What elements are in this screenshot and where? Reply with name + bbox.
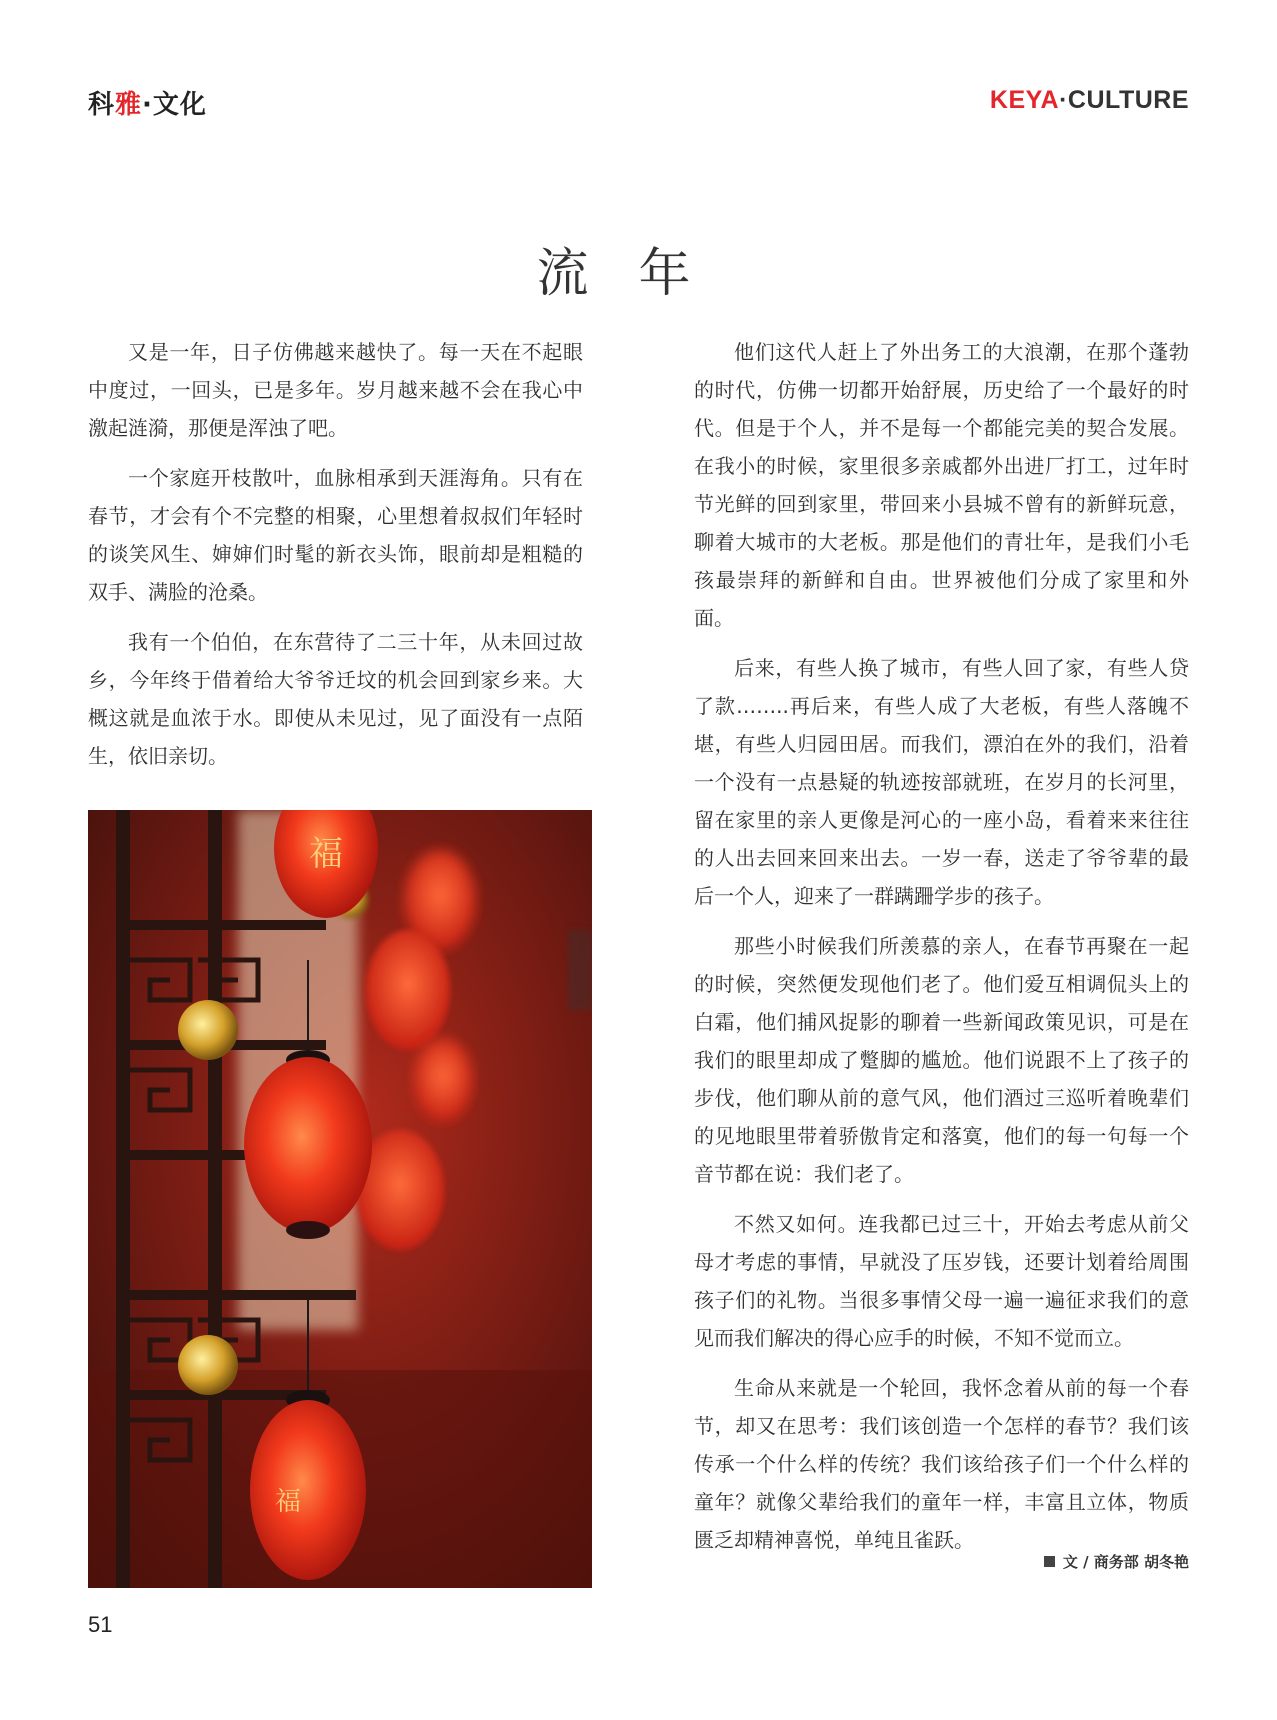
brand-char-1: 科 — [88, 90, 116, 120]
paragraph: 我有一个伯伯，在东营待了二三十年，从未回过故乡，今年终于借着给大爷爷迁坟的机会回到家乡来。大概这就是血浓于水。即使从未见过，见了面没有一点陌生，依旧亲切。 — [88, 630, 583, 768]
lantern-char: 福 — [309, 834, 343, 874]
brand-en: KEYA — [989, 86, 1060, 114]
paragraph: 一个家庭开枝散叶，血脉相承到天涯海角。只有在春节，才会有个不完整的相聚，心里想着叔叔们年轻时的谈笑风生、婶婶们时髦的新衣头饰，眼前却是粗糙的双手、满脸的沧桑。 — [88, 466, 583, 604]
gold-ornament — [178, 1000, 238, 1060]
magazine-section-header-en — [990, 86, 1189, 115]
lantern — [244, 1057, 372, 1233]
magazine-section-header — [88, 84, 207, 121]
left-column — [88, 333, 583, 787]
paragraph: 那些小时候我们所羡慕的亲人，在春节再聚在一起的时候，突然便发现他们老了。他们爱互相调侃头上的白霜，他们捕风捉影的聊着一些新闻政策见识，可是在我们的眼里却成了蹩脚的尴尬。他们说跟不上了孩子的步伐，他们聊从前的意气风，他们酒过三巡听着晚辈们的见地眼里带着骄傲肯定和落寞，他们的每一句每一个音节都在说：我们老了。 — [694, 934, 1189, 1186]
paragraph: 又是一年，日子仿佛越来越快了。每一天在不起眼中度过，一回头，已是多年。岁月越来越不会在我心中激起涟漪，那便是浑浊了吧。 — [88, 340, 583, 440]
gold-ornament — [178, 1335, 238, 1395]
paragraph: 生命从来就是一个轮回，我怀念着从前的每一个春节，却又在思考：我们该创造一个怎样的春节？我们该传承一个什么样的传统？我们该给孩子们一个什么样的童年？就像父辈给我们的童年一样，丰富且立体，物质匮乏却精神喜悦，单纯且雀跃。 — [694, 1376, 1189, 1552]
square-bullet-icon — [1044, 1556, 1055, 1567]
brand-char-2: 雅 — [115, 90, 143, 120]
section-name: ·文化 — [142, 90, 207, 120]
article-title: 流年 — [536, 243, 741, 304]
lantern-illustration — [88, 810, 592, 1588]
paragraph: 后来，有些人换了城市，有些人回了家，有些人贷了款……..再后来，有些人成了大老板，有些人落魄不堪，有些人归园田居。而我们，漂泊在外的我们，沿着一个没有一点悬疑的轨迹按部就班，在岁月的长河里，留在家里的亲人更像是河心的一座小岛，看着来来往往的人出去回来回来出去。一岁一春，送走了爷爷辈的最后一个人，迎来了一群蹒跚学步的孩子。 — [694, 656, 1189, 908]
paragraph: 他们这代人赶上了外出务工的大浪潮，在那个蓬勃的时代，仿佛一切都开始舒展，历史给了一个最好的时代。但是于个人，并不是每一个都能完美的契合发展。在我小的时候，家里很多亲戚都外出进厂打工，过年时节光鲜的回到家里，带回来小县城不曾有的新鲜玩意，聊着大城市的大老板。那是他们的青壮年，是我们小毛孩最崇拜的新鲜和自由。世界被他们分成了家里和外面。 — [694, 340, 1189, 630]
page-number: 51 — [88, 1612, 113, 1637]
byline-text: 文 / 商务部 胡冬艳 — [1062, 1553, 1189, 1571]
author-byline — [1044, 1551, 1189, 1572]
lantern-photo — [88, 810, 592, 1588]
lantern — [250, 1400, 366, 1580]
right-column — [694, 333, 1189, 1571]
paragraph: 不然又如何。连我都已过三十，开始去考虑从前父母才考虑的事情，早就没了压岁钱，还要计划着给周围孩子们的礼物。当很多事情父母一遍一遍征求我们的意见而我们解决的得心应手的时候，不知不觉而立。 — [694, 1212, 1189, 1350]
lantern-char: 福 — [274, 1487, 302, 1517]
section-name-en: ·CULTURE — [1059, 86, 1189, 114]
